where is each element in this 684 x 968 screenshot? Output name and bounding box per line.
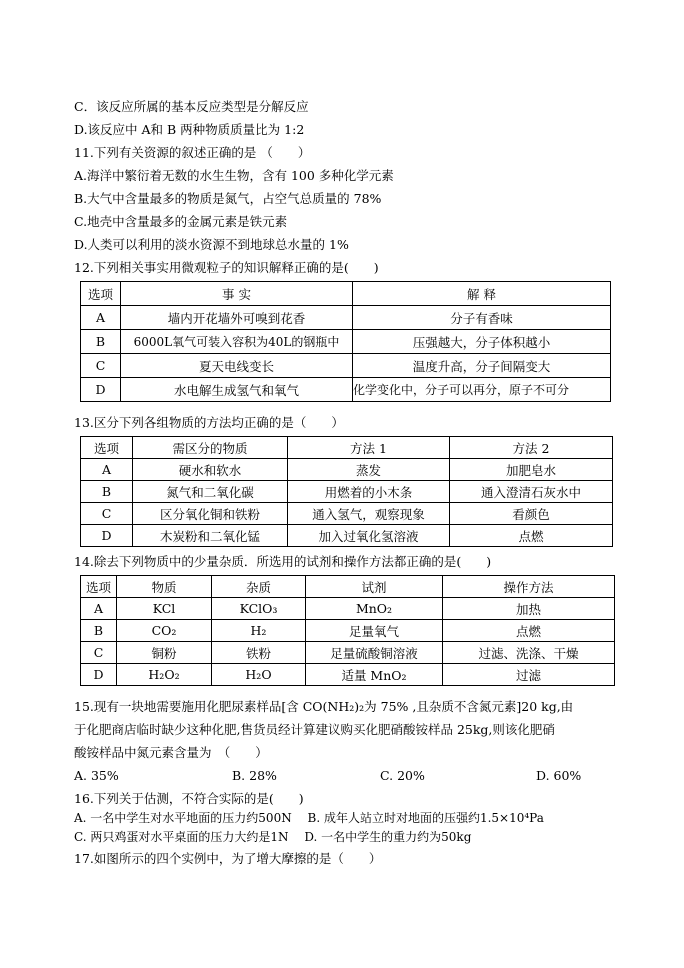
option-c: C. 20% bbox=[380, 768, 425, 783]
table-cell: B bbox=[81, 620, 117, 642]
table-cell: A bbox=[81, 459, 133, 481]
table-header-cell: 选项 bbox=[81, 437, 133, 459]
table-cell: C bbox=[81, 642, 117, 664]
table-q14 bbox=[80, 575, 615, 686]
table-cell: 墙内开花墙外可嗅到花香 bbox=[121, 306, 353, 330]
table-cell: 水电解生成氢气和氧气 bbox=[121, 378, 353, 402]
table-cell: KClO₃ bbox=[212, 598, 306, 620]
table-cell: D bbox=[81, 525, 133, 547]
table-row bbox=[81, 503, 613, 525]
table-row bbox=[81, 481, 613, 503]
table-header-cell: 解 释 bbox=[353, 282, 611, 306]
table-header-row bbox=[81, 576, 615, 598]
table-header-cell: 选项 bbox=[81, 576, 117, 598]
table-row bbox=[81, 459, 613, 481]
table-cell: 铁粉 bbox=[212, 642, 306, 664]
table-cell: A bbox=[81, 306, 121, 330]
table-cell: 适量 MnO₂ bbox=[306, 664, 443, 686]
table-cell: 过滤 bbox=[443, 664, 615, 686]
table-cell: 蒸发 bbox=[288, 459, 450, 481]
table-row bbox=[81, 525, 613, 547]
table-cell: 木炭粉和二氧化锰 bbox=[133, 525, 288, 547]
table-cell: 加热 bbox=[443, 598, 615, 620]
table-cell: 氮气和二氧化碳 bbox=[133, 481, 288, 503]
table-row bbox=[81, 620, 615, 642]
option-line: D.人类可以利用的淡水资源不到地球总水量的 1% bbox=[74, 237, 349, 252]
table-cell: 看颜色 bbox=[450, 503, 613, 525]
table-cell: H₂O₂ bbox=[117, 664, 212, 686]
table-header-row bbox=[81, 282, 611, 306]
table-cell: C bbox=[81, 503, 133, 525]
table-cell: 6000L氧气可装入容积为40L的钢瓶中 bbox=[121, 330, 353, 354]
table-cell: C bbox=[81, 354, 121, 378]
table-cell: 加入过氧化氢溶液 bbox=[288, 525, 450, 547]
table-cell: H₂O bbox=[212, 664, 306, 686]
table-row bbox=[81, 642, 615, 664]
table-row bbox=[81, 378, 611, 402]
table-q12 bbox=[80, 281, 611, 402]
table-cell: MnO₂ bbox=[306, 598, 443, 620]
table-header-cell: 方法 2 bbox=[450, 437, 613, 459]
table-row bbox=[81, 306, 611, 330]
table-cell: 硬水和软水 bbox=[133, 459, 288, 481]
question-16: 16.下列关于估测，不符合实际的是( ) bbox=[74, 791, 304, 806]
option-line: C．该反应所属的基本反应类型是分解反应 bbox=[74, 99, 309, 114]
table-header-cell: 选项 bbox=[81, 282, 121, 306]
table-header-row bbox=[81, 437, 613, 459]
table-cell: 加肥皂水 bbox=[450, 459, 613, 481]
table-cell: 通入澄清石灰水中 bbox=[450, 481, 613, 503]
table-cell: 足量硫酸铜溶液 bbox=[306, 642, 443, 664]
question-15: 15.现有一块地需要施用化肥尿素样品[含 CO(NH₂)₂为 75% ,且杂质不含氮元素]20 kg,由 bbox=[74, 699, 574, 714]
question-15-cont: 于化肥商店临时缺少这种化肥,售货员经计算建议购买化肥硝酸铵样品 25kg,则该化肥硝 bbox=[74, 722, 555, 737]
table-cell: 区分氧化铜和铁粉 bbox=[133, 503, 288, 525]
table-cell: H₂ bbox=[212, 620, 306, 642]
question-15-cont: 酸铵样品中氮元素含量为 （ ） bbox=[74, 745, 268, 760]
question-14: 14.除去下列物质中的少量杂质．所选用的试剂和操作方法都正确的是( ) bbox=[74, 554, 492, 569]
table-cell: 点燃 bbox=[443, 620, 615, 642]
question-16-options: A. 一名中学生对水平地面的压力约500N B. 成年人站立时对地面的压强约1.5×10⁴Pa bbox=[74, 811, 544, 825]
table-cell: D bbox=[81, 664, 117, 686]
table-q13 bbox=[80, 436, 613, 547]
option-line: C.地壳中含量最多的金属元素是铁元素 bbox=[74, 214, 288, 229]
table-cell: 过滤、洗涤、干燥 bbox=[443, 642, 615, 664]
table-row bbox=[81, 330, 611, 354]
table-header-cell: 需区分的物质 bbox=[133, 437, 288, 459]
table-cell: A bbox=[81, 598, 117, 620]
table-cell: B bbox=[81, 481, 133, 503]
table-cell: CO₂ bbox=[117, 620, 212, 642]
table-header-cell: 事 实 bbox=[121, 282, 353, 306]
table-cell: D bbox=[81, 378, 121, 402]
table-header-cell: 试剂 bbox=[306, 576, 443, 598]
table-cell: 铜粉 bbox=[117, 642, 212, 664]
table-cell: 分子有香味 bbox=[353, 306, 611, 330]
question-11: 11.下列有关资源的叙述正确的是 （ ） bbox=[74, 145, 311, 160]
table-cell: 通入氢气，观察现象 bbox=[288, 503, 450, 525]
option-line: B.大气中含量最多的物质是氮气，占空气总质量的 78% bbox=[74, 191, 382, 206]
table-header-cell: 方法 1 bbox=[288, 437, 450, 459]
table-cell: 足量氧气 bbox=[306, 620, 443, 642]
table-header-cell: 物质 bbox=[117, 576, 212, 598]
table-cell: 用燃着的小木条 bbox=[288, 481, 450, 503]
question-13: 13.区分下列各组物质的方法均正确的是（ ） bbox=[74, 415, 344, 430]
table-cell: B bbox=[81, 330, 121, 354]
table-cell: 压强越大，分子体积越小 bbox=[353, 330, 611, 354]
option-b: B. 28% bbox=[232, 768, 277, 783]
option-a: A. 35% bbox=[74, 768, 119, 783]
table-cell: 温度升高，分子间隔变大 bbox=[353, 354, 611, 378]
table-cell: 夏天电线变长 bbox=[121, 354, 353, 378]
option-line: D.该反应中 A和 B 两种物质质量比为 1:2 bbox=[74, 122, 305, 137]
table-row bbox=[81, 664, 615, 686]
table-header-cell: 操作方法 bbox=[443, 576, 615, 598]
option-line: A.海洋中繁衍着无数的水生生物，含有 100 多种化学元素 bbox=[74, 168, 394, 183]
question-12: 12.下列相关事实用微观粒子的知识解释正确的是( ) bbox=[74, 260, 379, 275]
question-16-options: C. 两只鸡蛋对水平桌面的压力大约是1N D. 一名中学生的重力约为50kg bbox=[74, 830, 472, 844]
table-row bbox=[81, 354, 611, 378]
option-d: D. 60% bbox=[536, 768, 582, 783]
question-17: 17.如图所示的四个实例中，为了增大摩擦的是（ ） bbox=[74, 851, 382, 866]
table-cell: 点燃 bbox=[450, 525, 613, 547]
question-15-options bbox=[74, 768, 581, 784]
table-cell: KCl bbox=[117, 598, 212, 620]
table-row bbox=[81, 598, 615, 620]
table-cell: 化学变化中，分子可以再分，原子不可分 bbox=[353, 378, 611, 402]
table-header-cell: 杂质 bbox=[212, 576, 306, 598]
